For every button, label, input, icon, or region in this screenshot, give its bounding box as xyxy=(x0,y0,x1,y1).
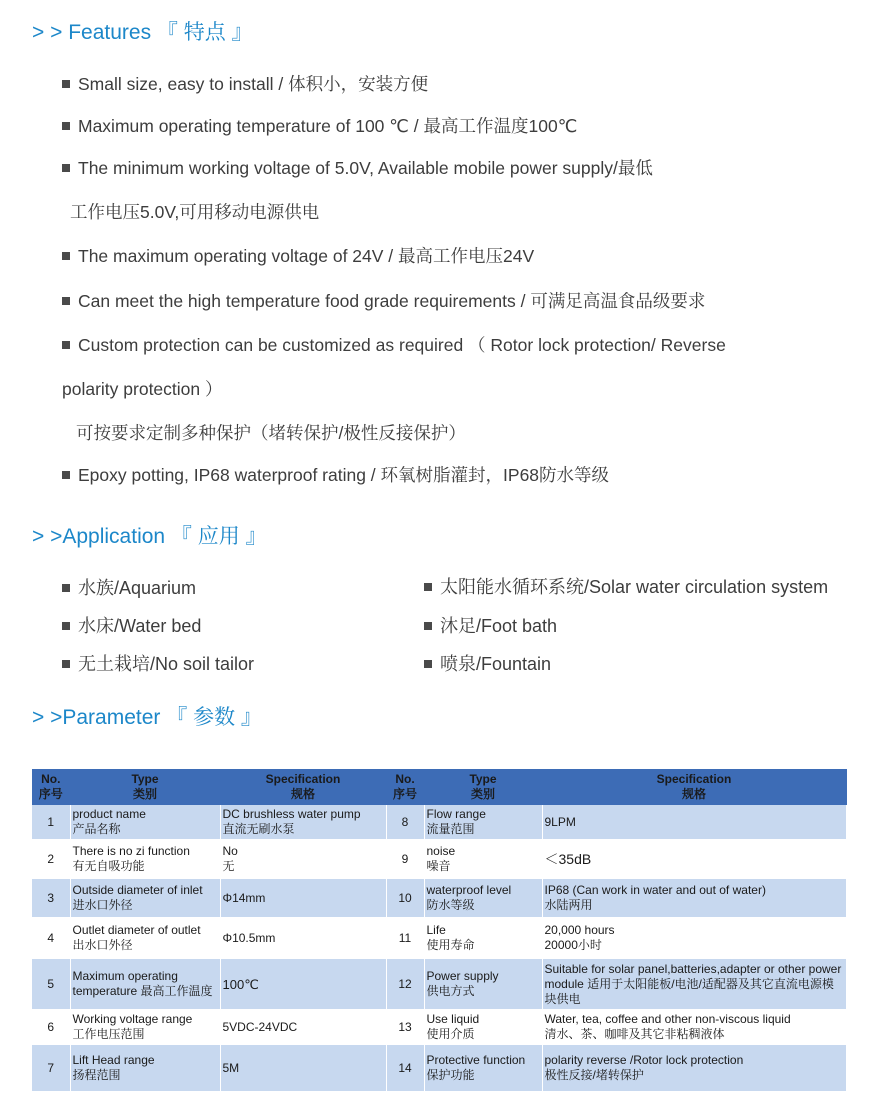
feature-item xyxy=(62,467,609,485)
row-number: 8 xyxy=(386,805,424,840)
spec-cell: ＜35dB xyxy=(542,840,846,878)
spec-cell: Water, tea, coffee and other non-viscous liquid 清水、茶、咖啡及其它非粘稠液体 xyxy=(542,1010,846,1044)
spec-cell: 9LPM xyxy=(542,805,846,840)
feature-item xyxy=(62,337,726,355)
application-item xyxy=(424,655,551,673)
header-no: No. 序号 xyxy=(32,769,70,805)
table-row xyxy=(32,878,846,918)
row-number: 9 xyxy=(386,840,424,878)
type-cell: waterproof level 防水等级 xyxy=(424,878,542,918)
feature-item xyxy=(62,248,534,266)
header-spec: Specification 规格 xyxy=(542,769,846,805)
application-text: 沐足/Foot bath xyxy=(440,616,558,636)
feature-text-continued: 可按要求定制多种保护（堵转保护/极性反接保护） xyxy=(76,423,466,443)
row-number: 5 xyxy=(32,958,70,1010)
feature-item xyxy=(62,160,653,178)
table-row xyxy=(32,1044,846,1092)
spec-cell: Suitable for solar panel,batteries,adapter or other power module 适用于太阳能板/电池/适配器及其它直流电源模块供电 xyxy=(542,958,846,1010)
feature-item xyxy=(62,76,428,94)
bullet-icon xyxy=(62,341,70,349)
type-cell: Power supply 供电方式 xyxy=(424,958,542,1010)
spec-cell: DC brushless water pump 直流无刷水泵 xyxy=(220,805,386,840)
type-cell: noise 噪音 xyxy=(424,840,542,878)
type-cell: Outlet diameter of outlet 出水口外径 xyxy=(70,918,220,958)
table-row xyxy=(32,958,846,1010)
type-cell: Use liquid 使用介质 xyxy=(424,1010,542,1044)
type-cell: There is no zi function 有无自吸功能 xyxy=(70,840,220,878)
bullet-icon xyxy=(62,252,70,260)
application-heading: > >Application 『 应用 』 xyxy=(32,525,267,548)
spec-cell: 5M xyxy=(220,1044,386,1092)
header-no: No. 序号 xyxy=(386,769,424,805)
application-item xyxy=(62,655,254,673)
application-text: 水床/Water bed xyxy=(78,616,202,636)
row-number: 7 xyxy=(32,1044,70,1092)
row-number: 13 xyxy=(386,1010,424,1044)
bullet-icon xyxy=(62,80,70,88)
features-heading: > > Features 『 特点 』 xyxy=(32,21,253,44)
type-cell: Protective function 保护功能 xyxy=(424,1044,542,1092)
feature-text: Maximum operating temperature of 100 ℃ / 最高工作温度100℃ xyxy=(78,116,578,136)
feature-text: Custom protection can be customized as required （ Rotor lock protection/ Reverse xyxy=(78,335,726,355)
spec-cell: No 无 xyxy=(220,840,386,878)
feature-text: The maximum operating voltage of 24V / 最高工作电压24V xyxy=(78,246,535,266)
application-text: 水族/Aquarium xyxy=(78,578,197,598)
application-item xyxy=(62,579,196,597)
parameter-heading: > >Parameter 『 参数 』 xyxy=(32,706,262,729)
type-cell: Life 使用寿命 xyxy=(424,918,542,958)
feature-text-continued: polarity protection ） xyxy=(62,379,223,399)
row-number: 10 xyxy=(386,878,424,918)
type-cell: Maximum operating temperature 最高工作温度 xyxy=(70,958,220,1010)
feature-text: Epoxy potting, IP68 waterproof rating / 环氧树脂灌封，IP68防水等级 xyxy=(78,465,610,485)
bullet-icon xyxy=(62,584,70,592)
table-header-row xyxy=(32,769,846,805)
header-type: Type 类别 xyxy=(424,769,542,805)
application-text: 喷泉/Fountain xyxy=(440,654,552,674)
feature-text: Small size, easy to install / 体积小，安装方便 xyxy=(78,74,429,94)
type-cell: Outside diameter of inlet 进水口外径 xyxy=(70,878,220,918)
spec-cell: 5VDC-24VDC xyxy=(220,1010,386,1044)
row-number: 12 xyxy=(386,958,424,1010)
application-item xyxy=(424,578,828,596)
spec-cell: 20,000 hours 20000小时 xyxy=(542,918,846,958)
application-text: 太阳能水循环系统/Solar water circulation system xyxy=(440,577,829,597)
table-row xyxy=(32,918,846,958)
header-spec: Specification 规格 xyxy=(220,769,386,805)
bullet-icon xyxy=(62,471,70,479)
header-type: Type 类别 xyxy=(70,769,220,805)
application-item xyxy=(424,617,557,635)
feature-item xyxy=(62,118,577,136)
bullet-icon xyxy=(424,660,432,668)
bullet-icon xyxy=(62,660,70,668)
bullet-icon xyxy=(424,583,432,591)
table-row xyxy=(32,1010,846,1044)
parameter-table xyxy=(32,769,847,1093)
application-item xyxy=(62,617,201,635)
spec-cell: Φ10.5mm xyxy=(220,918,386,958)
bullet-icon xyxy=(424,622,432,630)
spec-cell: polarity reverse /Rotor lock protection 极性反接/堵转保护 xyxy=(542,1044,846,1092)
application-text: 无土栽培/No soil tailor xyxy=(78,654,255,674)
row-number: 2 xyxy=(32,840,70,878)
row-number: 11 xyxy=(386,918,424,958)
bullet-icon xyxy=(62,164,70,172)
type-cell: product name 产品名称 xyxy=(70,805,220,840)
row-number: 6 xyxy=(32,1010,70,1044)
row-number: 3 xyxy=(32,878,70,918)
type-cell: Working voltage range 工作电压范围 xyxy=(70,1010,220,1044)
bullet-icon xyxy=(62,622,70,630)
table-row xyxy=(32,840,846,878)
row-number: 4 xyxy=(32,918,70,958)
bullet-icon xyxy=(62,297,70,305)
row-number: 1 xyxy=(32,805,70,840)
table-row xyxy=(32,805,846,840)
spec-cell: IP68 (Can work in water and out of water) 水陆两用 xyxy=(542,878,846,918)
feature-text: The minimum working voltage of 5.0V, Available mobile power supply/最低 xyxy=(78,158,653,178)
spec-cell: 100℃ xyxy=(220,958,386,1010)
spec-cell: Φ14mm xyxy=(220,878,386,918)
row-number: 14 xyxy=(386,1044,424,1092)
feature-text-continued: 工作电压5.0V,可用移动电源供电 xyxy=(70,202,320,222)
feature-text: Can meet the high temperature food grade requirements / 可满足高温食品级要求 xyxy=(78,291,706,311)
feature-item xyxy=(62,293,705,311)
bullet-icon xyxy=(62,122,70,130)
type-cell: Lift Head range 扬程范围 xyxy=(70,1044,220,1092)
type-cell: Flow range 流量范围 xyxy=(424,805,542,840)
